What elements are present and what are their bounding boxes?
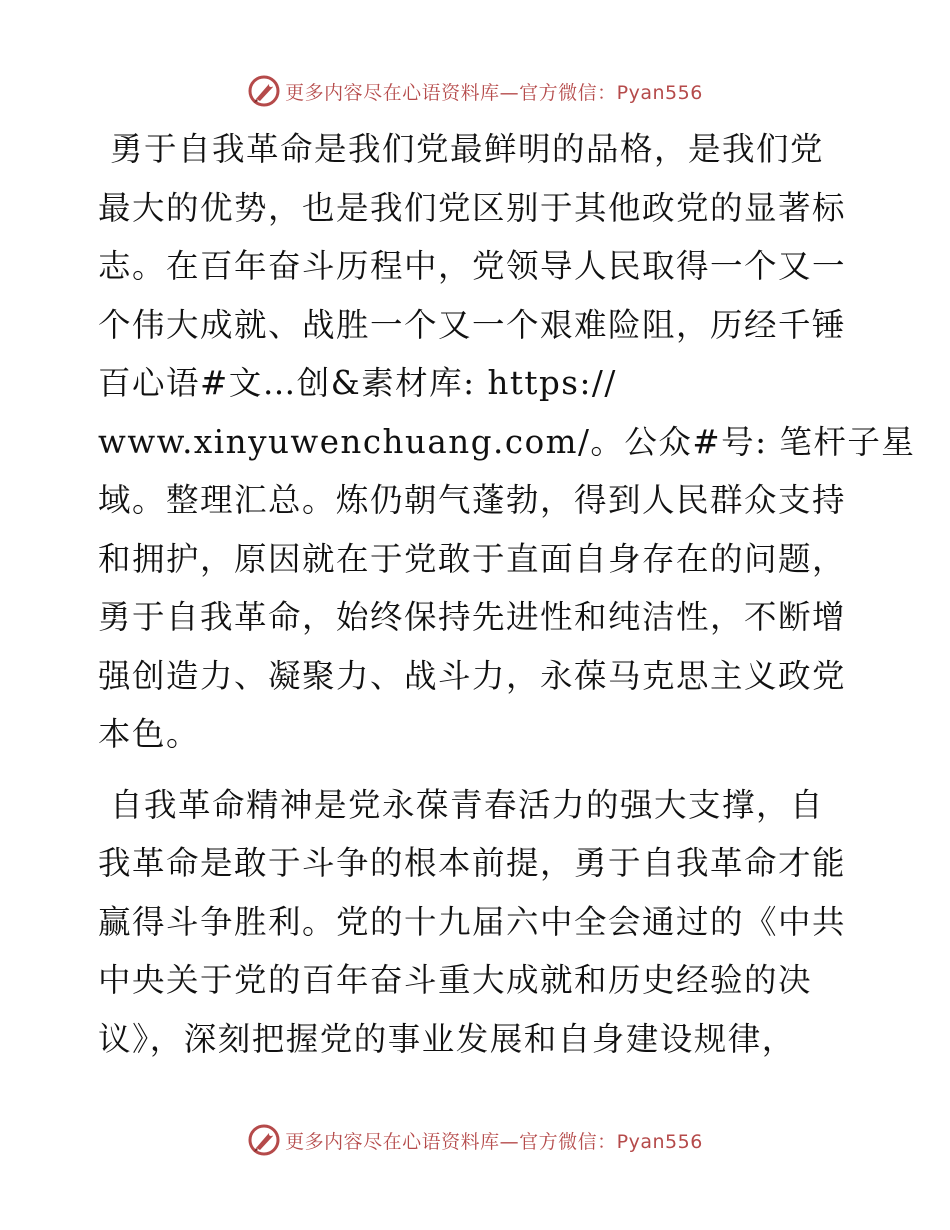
text-line: 最大的优势，也是我们党区别于其他政党的显著标	[98, 188, 847, 227]
text-line: 自我革命精神是党永葆青春活力的强大支撑，自	[110, 785, 825, 824]
paragraph-2	[98, 776, 858, 1069]
text-line: 赢得斗争胜利。党的十九届六中全会通过的《中共	[98, 902, 847, 941]
text-line: 域。整理汇总。炼仍朝气蓬勃，得到人民群众支持	[98, 481, 847, 519]
text-line: 我革命是敢于斗争的根本前提，勇于自我革命才能	[98, 844, 847, 882]
header-banner	[0, 71, 950, 111]
wechat-handle: Pyan556	[616, 81, 703, 104]
banner-text	[285, 1127, 703, 1154]
text-line: 个伟大成就、战胜一个又一个艰难险阻，历经千锤	[98, 305, 847, 344]
paragraph-1	[98, 120, 916, 764]
document-body	[98, 120, 916, 1068]
text-line: 志。在百年奋斗历程中，党领导人民取得一个又一	[98, 247, 847, 285]
text-line: 百心语#文…创&素材库: https://	[98, 364, 617, 402]
text-line: 本色。	[98, 715, 201, 753]
text-line: 议》，深刻把握党的事业发展和自身建设规律，	[98, 1019, 796, 1058]
wechat-handle: Pyan556	[616, 1130, 703, 1153]
text-line: 强创造力、凝聚力、战斗力，永葆马克思主义政党	[98, 656, 847, 695]
quill-pen-logo-icon	[247, 1123, 281, 1157]
banner-slogan: 更多内容尽在心语资料库—官方微信：	[285, 81, 617, 104]
text-line: 勇于自我革命是我们党最鲜明的品格，是我们党	[110, 130, 825, 168]
banner-text	[285, 78, 703, 105]
text-line: www.xinyuwenchuang.com/。公众#号: 笔杆子星	[98, 422, 916, 461]
text-line: 勇于自我革命，始终保持先进性和纯洁性，不断增	[98, 598, 847, 636]
footer-banner	[0, 1120, 950, 1160]
quill-pen-logo-icon	[247, 74, 281, 108]
banner-slogan: 更多内容尽在心语资料库—官方微信：	[285, 1130, 617, 1153]
text-line: 和拥护，原因就在于党敢于直面自身存在的问题，	[98, 539, 847, 578]
text-line: 中央关于党的百年奋斗重大成就和历史经验的决	[98, 961, 813, 999]
